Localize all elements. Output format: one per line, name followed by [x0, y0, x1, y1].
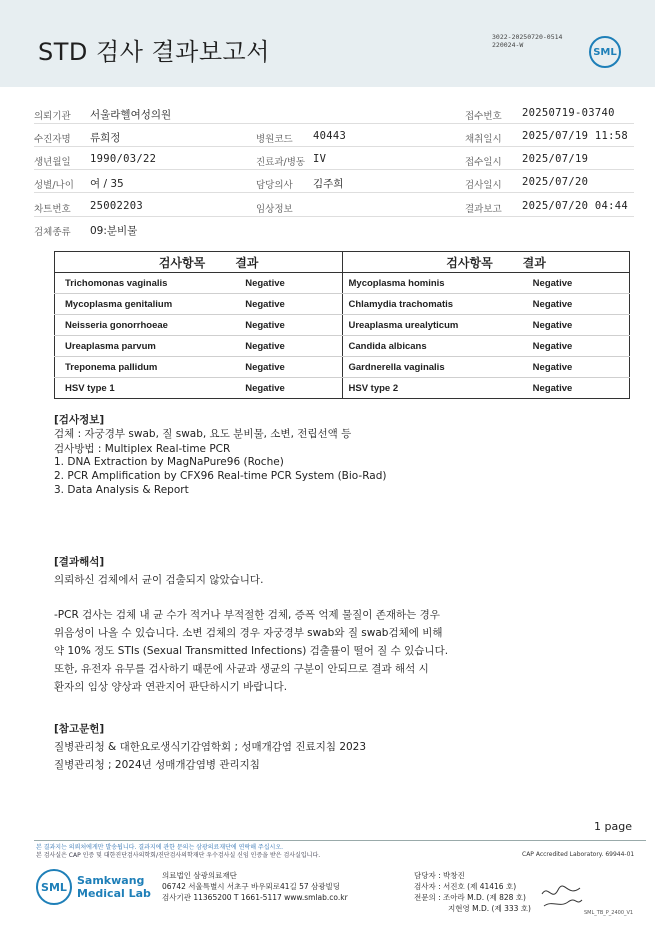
test-result: Negative	[499, 273, 630, 294]
brand-name-line2: Medical Lab	[77, 887, 151, 900]
staff-list	[414, 870, 531, 914]
test-result: Negative	[499, 315, 630, 336]
reference-line: 질병관리청 & 대한요로생식기감염학회 ; 성매개감염 진료지침 2023	[54, 741, 367, 753]
form-code: SML_TB_P_2400_V1	[584, 910, 634, 916]
document-id	[492, 33, 562, 49]
reference-line: 질병관리청 ; 2024년 성매개감염병 관리지침	[54, 759, 260, 771]
lab-address	[162, 870, 348, 903]
column-header-item: 검사항목	[55, 252, 212, 273]
brand-name	[77, 874, 151, 900]
signature-icon	[538, 880, 584, 910]
info-label: 접수번호	[465, 111, 502, 122]
info-row	[34, 171, 634, 193]
interpretation-line: 환자의 임상 양상과 연관지어 판단하시기 바랍니다.	[54, 681, 288, 693]
info-label: 수진자명	[34, 134, 71, 145]
info-label: 차트번호	[34, 204, 71, 215]
test-item: Candida albicans	[342, 336, 499, 357]
info-value: 20250719-03740	[522, 107, 615, 119]
test-item: Ureaplasma urealyticum	[342, 315, 499, 336]
test-info-title: [검사정보]	[54, 414, 105, 426]
info-value: 40443	[313, 130, 347, 142]
report-header	[0, 0, 655, 87]
results-table	[54, 251, 630, 399]
info-label: 결과보고	[465, 204, 502, 215]
footer-note: 본 결과지는 의뢰처에게만 발송됩니다. 결과지에 관한 문의는 삼광의료재단에 연락해 주십시오.	[36, 844, 284, 851]
references-title: [참고문헌]	[54, 723, 105, 735]
info-label: 의뢰기관	[34, 111, 71, 122]
test-item: Mycoplasma genitalium	[55, 294, 212, 315]
info-row	[34, 125, 634, 147]
info-value: 09:분비물	[90, 225, 138, 237]
lab-street: 06742 서울특별시 서초구 바우뫼로41길 57 삼광빌딩	[162, 882, 341, 891]
test-item: Ureaplasma parvum	[55, 336, 212, 357]
info-value: 류희정	[90, 132, 121, 144]
page-number: 1 page	[594, 820, 632, 833]
interpretation-line: 위음성이 나올 수 있습니다. 소변 검체의 경우 자궁경부 swab와 질 swab검체에 비해	[54, 627, 443, 639]
info-value: 1990/03/22	[90, 153, 157, 165]
table-row	[55, 336, 630, 357]
test-result: Negative	[211, 357, 342, 378]
info-row	[34, 102, 634, 124]
test-item: Trichomonas vaginalis	[55, 273, 212, 294]
sml-logo-icon: SML	[589, 36, 621, 68]
report-title: STD 검사 결과보고서	[38, 38, 270, 66]
test-item: HSV type 1	[55, 378, 212, 399]
info-label: 검체종류	[34, 227, 71, 238]
table-row	[55, 294, 630, 315]
test-info-line: 2. PCR Amplification by CFX96 Real-time PCR System (Bio-Rad)	[54, 470, 387, 482]
info-label: 임상정보	[256, 204, 293, 215]
test-result: Negative	[211, 378, 342, 399]
test-item: Gardnerella vaginalis	[342, 357, 499, 378]
test-info-line: 검체 : 자궁경부 swab, 질 swab, 요도 분비물, 소변, 전립선액 등	[54, 428, 352, 440]
info-value: 25002203	[90, 200, 143, 212]
info-value: 2025/07/19	[522, 153, 589, 165]
sml-brand-logo-icon: SML	[36, 869, 72, 905]
test-item: Chlamydia trachomatis	[342, 294, 499, 315]
test-result: Negative	[211, 336, 342, 357]
table-row	[55, 273, 630, 294]
staff-line: 담당자 : 박창진	[414, 871, 465, 880]
test-item: Neisseria gonorrhoeae	[55, 315, 212, 336]
info-label: 채취일시	[465, 134, 502, 145]
table-row	[55, 357, 630, 378]
interpretation-line: -PCR 검사는 검체 내 균 수가 적거나 부적절한 검체, 증폭 억제 물질이 존재하는 경우	[54, 609, 440, 621]
info-row	[34, 218, 634, 240]
test-info-line: 3. Data Analysis & Report	[54, 484, 189, 496]
test-result: Negative	[499, 294, 630, 315]
test-info-line: 1. DNA Extraction by MagNaPure96 (Roche)	[54, 456, 284, 468]
info-value: IV	[313, 153, 327, 165]
info-label: 성별/나이	[34, 180, 74, 191]
info-label: 생년월일	[34, 157, 71, 168]
brand-name-line1: Samkwang	[77, 874, 145, 887]
info-label: 접수일시	[465, 157, 502, 168]
info-label: 진료과/병동	[256, 157, 306, 168]
test-info-line: 검사방법 : Multiplex Real-time PCR	[54, 443, 231, 455]
footer-note: 본 검사실은 CAP 인증 및 대한진단검사의학회/진단검사의학재단 우수검사실 신임 인증을 받은 검사실입니다.	[36, 852, 321, 859]
staff-line: 검사자 : 서진호 (제 41416 호)	[414, 882, 517, 891]
info-value: 김주희	[313, 178, 344, 190]
info-value: 2025/07/20 04:44	[522, 200, 628, 212]
test-result: Negative	[499, 378, 630, 399]
interpretation-title: [결과해석]	[54, 556, 105, 568]
test-item: Mycoplasma hominis	[342, 273, 499, 294]
table-row	[55, 378, 630, 399]
column-header-result: 결과	[211, 252, 342, 273]
test-result: Negative	[211, 273, 342, 294]
test-result: Negative	[499, 357, 630, 378]
test-result: Negative	[211, 315, 342, 336]
info-value: 서울라헬여성의원	[90, 109, 172, 121]
test-item: HSV type 2	[342, 378, 499, 399]
interpretation-line: 또한, 유전자 유무를 검사하기 때문에 사균과 생균의 구분이 안되므로 결과 해석 시	[54, 663, 429, 675]
table-row	[55, 315, 630, 336]
lab-name: 의료법인 삼광의료재단	[162, 871, 237, 880]
info-value: 2025/07/20	[522, 176, 589, 188]
results-header-row	[55, 252, 630, 273]
test-result: Negative	[211, 294, 342, 315]
test-item: Treponema pallidum	[55, 357, 212, 378]
interpretation-line: 약 10% 정도 STIs (Sexual Transmitted Infections) 검출률이 떨어 질 수 있습니다.	[54, 645, 449, 657]
info-label: 검사일시	[465, 180, 502, 191]
staff-line: 지현영 M.D. (제 333 호)	[448, 904, 531, 913]
info-label: 담당의사	[256, 180, 293, 191]
info-row	[34, 195, 634, 217]
document-id-line2: 220024-W	[492, 41, 524, 49]
info-value: 2025/07/19 11:58	[522, 130, 628, 142]
test-result: Negative	[499, 336, 630, 357]
info-value: 여 / 35	[90, 178, 124, 190]
interpretation-summary: 의뢰하신 검체에서 균이 검출되지 않았습니다.	[54, 574, 264, 586]
footer-divider	[34, 840, 646, 841]
document-id-line1: 3022-20250720-0514	[492, 33, 563, 41]
lab-contact: 검사기관 11365200 T 1661-5117 www.smlab.co.kr	[162, 893, 348, 902]
column-header-result: 결과	[499, 252, 630, 273]
cap-accreditation: CAP Accredited Laboratory. 69944-01	[522, 851, 635, 858]
info-label: 병원코드	[256, 134, 293, 145]
info-row	[34, 148, 634, 170]
staff-line: 전문의 : 조아라 M.D. (제 828 호)	[414, 893, 526, 902]
column-header-item: 검사항목	[342, 252, 499, 273]
